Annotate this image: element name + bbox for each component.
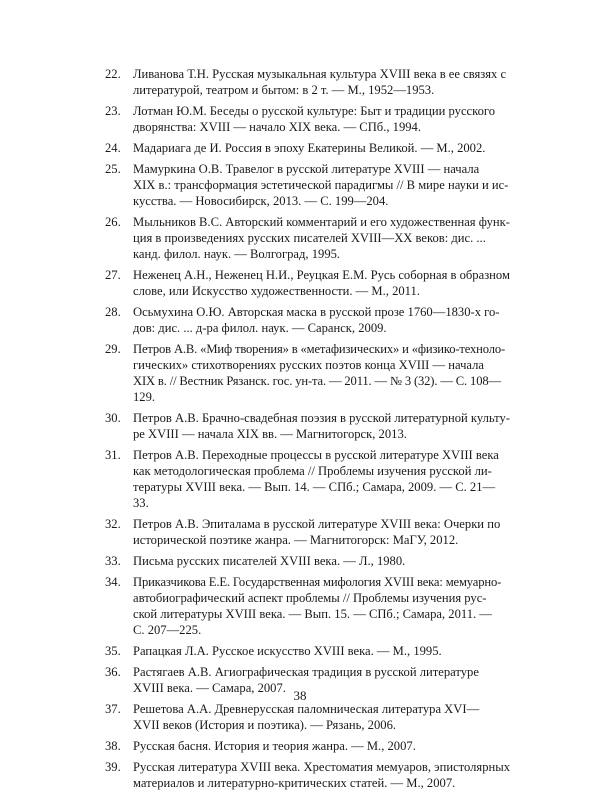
entry-text-line: 129. (133, 390, 156, 405)
entry-text-line: Мадариага де И. Россия в эпоху Екатерины Великой. — М., 2002. (133, 140, 486, 155)
entry-number: 31. (105, 448, 121, 463)
entry-number: 39. (105, 760, 121, 775)
entry-text-line: Мамуркина О.В. Травелог в русской литературе XVIII — начала (133, 161, 480, 176)
entry-text-line: слове, или Искусство художественности. — М., 2011. (133, 284, 420, 299)
entry-text-line: ре XVIII — начала XIX вв. — Магнитогорск, 2013. (133, 427, 407, 442)
bibliography-entry (105, 267, 510, 299)
entry-text-line: Петров А.В. Переходные процессы в русской литературе XVIII века (133, 448, 499, 463)
page-number: 38 (293, 688, 307, 703)
bibliography-entry (105, 161, 510, 209)
entry-text-line: Русская басня. История и теория жанра. — М., 2007. (133, 739, 416, 754)
entry-text-line: Рапацкая Л.А. Русское искусство XVIII века. — М., 1995. (133, 644, 442, 659)
entry-number: 24. (105, 140, 121, 155)
entry-text-line: С. 207—225. (133, 623, 202, 638)
entry-text-line: материалов и литературно-критических статей. — М., 2007. (133, 776, 456, 791)
entry-text-line: канд. филол. наук. — Волгоград, 1995. (133, 247, 341, 262)
entry-text-line: литературой, театром и бытом: в 2 т. — М., 1952—1953. (133, 83, 435, 98)
bibliography-entry (105, 304, 510, 336)
entry-number: 32. (105, 517, 121, 532)
entry-number: 25. (105, 161, 121, 176)
entry-text-line: автобиографический аспект проблемы // Проблемы изучения рус- (133, 591, 487, 606)
bibliography-entry (105, 341, 510, 405)
entry-text-line: XIX в. // Вестник Рязанск. гос. ун-та. — 2011. — № 3 (32). — С. 108— (133, 374, 501, 389)
entry-number: 26. (105, 214, 121, 229)
entry-text-line: тературы XVIII века. — Вып. 14. — СПб.; Самара, 2009. — С. 21— (133, 480, 496, 495)
entry-text-line: Петров А.В. Эпиталама в русской литературе XVIII века: Очерки по (133, 517, 501, 532)
entry-text-line: Русская литература XVIII века. Хрестоматия мемуаров, эпистолярных (133, 760, 510, 775)
entry-number: 23. (105, 103, 121, 118)
entry-text-line: исторической поэтике жанра. — Магнитогорск: МаГУ, 2012. (133, 533, 459, 548)
bibliography-list (105, 66, 510, 796)
entry-text-line: Петров А.В. «Миф творения» в «метафизических» и «физико-техноло- (133, 341, 506, 356)
bibliography-entry (105, 516, 510, 548)
bibliography-entry (105, 447, 510, 511)
entry-number: 22. (105, 67, 121, 81)
entry-number: 27. (105, 268, 121, 283)
bibliography-entry (105, 214, 510, 262)
entry-text-line: как методологическая проблема // Проблемы изучения русской ли- (133, 464, 492, 479)
entry-text-line: 33. (133, 496, 149, 511)
entry-text-line: дворянства: XVIII — начало XIX века. — СПб., 1994. (133, 120, 421, 135)
bibliography-entry (105, 701, 510, 733)
bibliography-entry (105, 553, 510, 569)
bibliography-entry (105, 140, 510, 156)
entry-number: 38. (105, 739, 121, 754)
bibliography-entry (105, 103, 510, 135)
entry-text-line: Неженец А.Н., Неженец Н.И., Реуцкая Е.М. Русь соборная в образном (133, 268, 510, 283)
entry-number: 33. (105, 554, 121, 569)
entry-text-line: XIX в.: трансформация эстетической парадигмы // В мире науки и ис- (133, 177, 509, 192)
entry-text-line: Ливанова Т.Н. Русская музыкальная культура XVIII века в ее связях с (133, 67, 507, 81)
entry-text-line: Письма русских писателей XVIII века. — Л., 1980. (133, 554, 406, 569)
entry-number: 35. (105, 644, 121, 659)
entry-text-line: дов: дис. ... д-ра филол. наук. — Саранск, 2009. (133, 321, 387, 336)
entry-number: 34. (105, 575, 121, 590)
bibliography-entry (105, 759, 510, 791)
entry-number: 28. (105, 305, 121, 319)
entry-text-line: Приказчикова Е.Е. Государственная мифология XVIII века: мемуарно- (133, 575, 502, 590)
entry-text-line: Осьмухина О.Ю. Авторская маска в русской прозе 1760—1830-х го- (133, 305, 500, 319)
entry-number: 36. (105, 665, 121, 680)
entry-text-line: Лотман Ю.М. Беседы о русской культуре: Быт и традиции русского (133, 103, 496, 118)
bibliography-entry (105, 643, 510, 659)
bibliography-entry (105, 738, 510, 754)
bibliography-entry (105, 66, 510, 98)
entry-number: 30. (105, 411, 121, 426)
entry-text-line: XVII веков (История и поэтика). — Рязань, 2006. (133, 718, 397, 733)
entry-text-line: ция в произведениях русских писателей XVIII—XX веков: дис. ... (133, 231, 486, 246)
entry-text-line: ской литературы XVIII века. — Вып. 15. — СПб.; Самара, 2011. — (133, 607, 492, 622)
bibliography-entry (105, 410, 510, 442)
entry-text-line: кусства. — Новосибирск, 2013. — С. 199—204. (133, 194, 389, 209)
entry-number: 37. (105, 702, 121, 717)
entry-text-line: XVIII века. — Самара, 2007. (133, 681, 286, 696)
entry-text-line: Решетова А.А. Древнерусская паломническая литература XVI— (133, 702, 480, 717)
entry-text-line: Мыльников В.С. Авторский комментарий и его художественная функ- (133, 214, 510, 229)
bibliography-entry (105, 574, 510, 638)
entry-number: 29. (105, 341, 121, 356)
entry-text-line: Петров А.В. Брачно-свадебная поэзия в русской литературной культу- (133, 411, 510, 426)
entry-text-line: Растягаев А.В. Агиографическая традиция в русской литературе (133, 665, 479, 680)
entry-text-line: гических» стихотворениях русских поэтов конца XVIII — начала (133, 358, 485, 373)
